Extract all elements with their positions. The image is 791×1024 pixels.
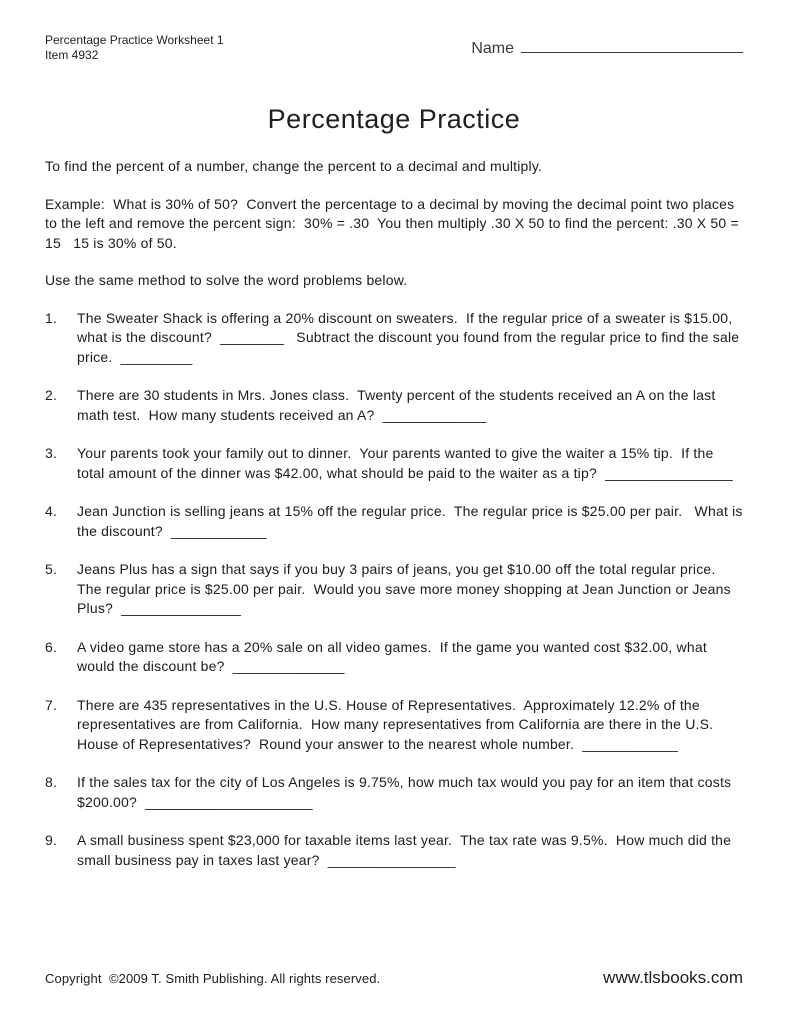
problem-text: There are 435 representatives in the U.S. House of Representatives. Approximately 12.2% of the representatives are from California. How many representatives from California are there in the U.S. House of Representatives? Round your answer to the nearest whole number. ____________	[77, 696, 718, 752]
problem-number: 5.	[45, 561, 58, 577]
problem-item	[45, 831, 743, 870]
page-header	[45, 33, 743, 63]
name-label: Name	[471, 40, 514, 57]
worksheet-title-small: Percentage Practice Worksheet 1	[45, 33, 224, 47]
problem-number: 9.	[45, 832, 58, 848]
page-title: Percentage Practice	[267, 104, 521, 134]
problem-list	[45, 309, 747, 871]
name-blank-line	[521, 39, 743, 53]
intro-instruction: Use the same method to solve the word problems below.	[45, 272, 408, 288]
problem-number: 1.	[45, 309, 58, 326]
intro-example: Example: What is 30% of 50? Convert the percentage to a decimal by moving the decimal point two places to the left and remove the percent sign: 30% = .30 You then multiply .30 X 50 to find the percent: .30 X 50 = 15 15 is 30% of 50.	[45, 195, 743, 251]
problem-item	[45, 560, 743, 619]
problem-number: 6.	[45, 638, 58, 655]
problem-text: Your parents took your family out to dinner. Your parents wanted to give the waiter a 15% tip. If the total amount of the dinner was $42.00, what should be paid to the waiter as a tip? ________________	[77, 445, 733, 481]
problem-number: 3.	[45, 445, 58, 461]
problem-text: Jean Junction is selling jeans at 15% off the regular price. The regular price is $25.00 per pair. What is the discount? ____________	[77, 503, 747, 539]
problem-number: 4.	[45, 503, 58, 519]
problem-item	[45, 444, 743, 483]
problem-text: Jeans Plus has a sign that says if you buy 3 pairs of jeans, you get $10.00 off the total regular price. The regular price is $25.00 per pair. Would you save more money shopping at Jean Junction or Jeans Plus? _______________	[77, 561, 735, 616]
problem-item	[45, 773, 743, 812]
problem-number: 2.	[45, 387, 58, 403]
problem-text: There are 30 students in Mrs. Jones class. Twenty percent of the students received an A on the last math test. How many students received an A? _____________	[77, 387, 720, 423]
problem-item	[45, 309, 743, 368]
problem-item	[45, 386, 743, 425]
problem-text: A small business spent $23,000 for taxable items last year. The tax rate was 9.5%. How much did the small business pay in taxes last year? ________________	[77, 832, 736, 868]
website-text: www.tlsbooks.com	[603, 968, 743, 987]
problem-item	[45, 638, 743, 677]
problem-text: A video game store has a 20% sale on all video games. If the game you wanted cost $32.00, what would the discount be? ______________	[77, 638, 712, 674]
item-number: Item 4932	[45, 48, 99, 62]
name-field	[471, 33, 743, 58]
copyright-text: Copyright ©2009 T. Smith Publishing. All rights reserved.	[45, 971, 381, 986]
intro-method: To find the percent of a number, change the percent to a decimal and multiply.	[45, 158, 543, 174]
problem-item	[45, 502, 747, 541]
problem-number: 7.	[45, 696, 58, 713]
problem-number: 8.	[45, 774, 58, 790]
problem-text: If the sales tax for the city of Los Angeles is 9.75%, how much tax would you pay for an item that costs $200.00? _____________________	[77, 774, 736, 810]
problem-item	[45, 696, 743, 755]
worksheet-meta	[45, 33, 224, 63]
problem-text: The Sweater Shack is offering a 20% discount on sweaters. If the regular price of a sweater is $15.00, what is the discount? ________ Subtract the discount you found from the regular price to find the sale price. _________	[77, 309, 744, 365]
page-footer	[45, 968, 743, 988]
